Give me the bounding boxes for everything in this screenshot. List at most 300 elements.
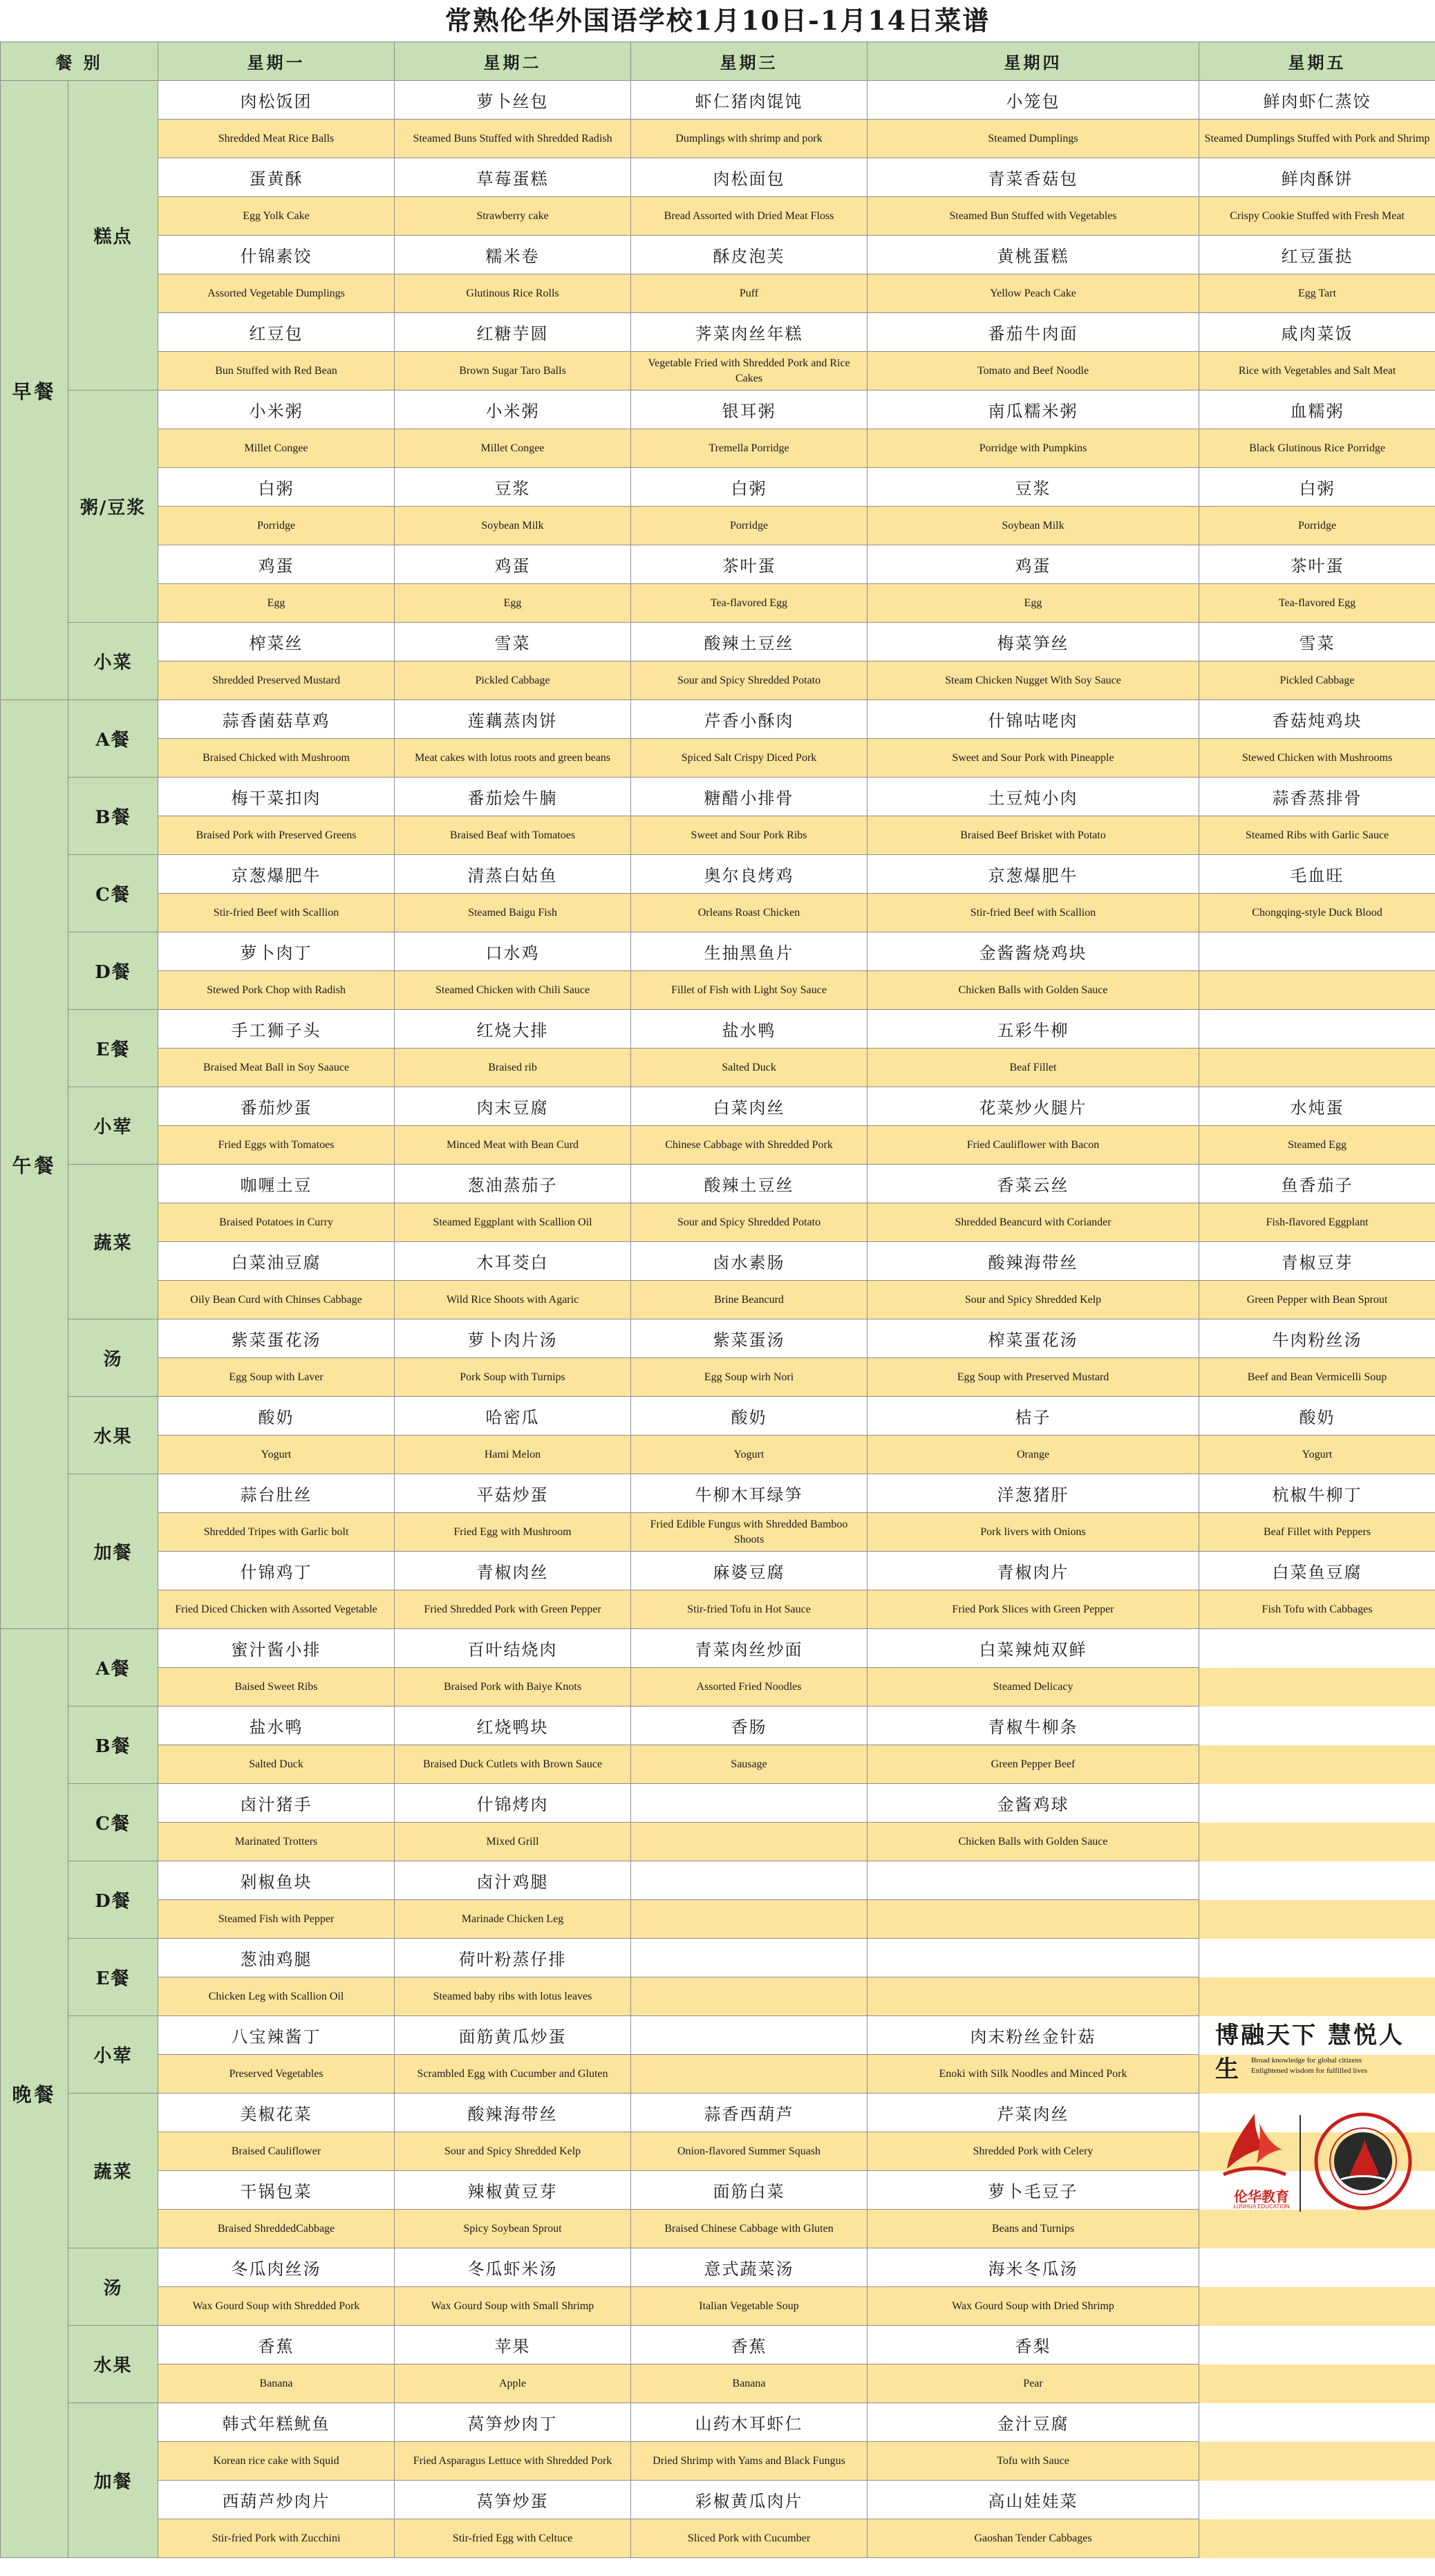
dish-name-en: Beef and Bean Vermicelli Soup bbox=[1199, 1358, 1435, 1397]
menu-row-en bbox=[1, 1668, 1435, 1707]
dish-name-cn: 白粥 bbox=[1199, 468, 1435, 507]
dish-name-cn: 榨菜蛋花汤 bbox=[867, 1319, 1199, 1358]
lunhua-logo bbox=[1217, 2108, 1293, 2212]
dish-name-cn: 牛柳木耳绿笋 bbox=[631, 1474, 867, 1513]
dish-name-cn: 萝卜肉片汤 bbox=[395, 1319, 631, 1358]
dish-name-en: Fried Shredded Pork with Green Pepper bbox=[395, 1590, 631, 1629]
dish-name-cn: 萝卜毛豆子 bbox=[867, 2171, 1199, 2210]
dish-name-en: Egg bbox=[867, 584, 1199, 623]
dish-name-en: Steamed Fish with Pepper bbox=[158, 1900, 395, 1939]
dish-name-en: Oily Bean Curd with Chinses Cabbage bbox=[158, 1281, 395, 1319]
dish-name-cn: 肉末豆腐 bbox=[395, 1087, 631, 1126]
dish-name-cn: 雪菜 bbox=[395, 623, 631, 661]
dish-name-en: Chicken Leg with Scallion Oil bbox=[158, 1977, 395, 2016]
branding bbox=[1206, 2001, 1427, 2229]
dish-name-en: Steam Chicken Nugget With Soy Sauce bbox=[867, 661, 1199, 700]
dish-name-en: Braised Duck Cutlets with Brown Sauce bbox=[395, 1745, 631, 1784]
dish-name-cn: 酸辣土豆丝 bbox=[631, 1165, 867, 1203]
menu-row-zh bbox=[1, 2248, 1435, 2287]
menu-row-en bbox=[1, 1823, 1435, 1861]
dish-name-cn: 什锦素饺 bbox=[158, 236, 395, 274]
menu-row-en bbox=[1, 1436, 1435, 1474]
dish-name-en: Fried Eggs with Tomatoes bbox=[158, 1126, 395, 1165]
dish-name-cn: 青椒肉片 bbox=[867, 1552, 1199, 1590]
dish-name-en: Fried Asparagus Lettuce with Shredded Pork bbox=[395, 2442, 631, 2481]
dish-name-en: Shredded Meat Rice Balls bbox=[158, 120, 395, 158]
empty-cell bbox=[1199, 1784, 1435, 1823]
dish-name-cn: 生抽黑鱼片 bbox=[631, 932, 867, 971]
category-label: 小荤 bbox=[68, 2016, 158, 2094]
category-label: D餐 bbox=[68, 1861, 158, 1939]
dish-name-en: Steamed Dumplings bbox=[867, 120, 1199, 158]
dish-name-cn: 蛋黄酥 bbox=[158, 158, 395, 197]
dish-name-cn: 肉松面包 bbox=[631, 158, 867, 197]
dish-name-cn: 酥皮泡芙 bbox=[631, 236, 867, 274]
menu-row-zh bbox=[1, 932, 1435, 971]
category-label: C餐 bbox=[68, 1784, 158, 1861]
logo-english-name: LUNHUA EDUCATION bbox=[1233, 2203, 1290, 2210]
dish-name-en: Minced Meat with Bean Curd bbox=[395, 1126, 631, 1165]
dish-name-en: Braised Cauliflower bbox=[158, 2132, 395, 2171]
dish-name-en: Fried Pork Slices with Green Pepper bbox=[867, 1590, 1199, 1629]
category-label: B餐 bbox=[68, 1707, 158, 1784]
dish-name-cn: 苹果 bbox=[395, 2326, 631, 2365]
dish-name-en: Steamed Chicken with Chili Sauce bbox=[395, 971, 631, 1010]
menu-row-zh bbox=[1, 1319, 1435, 1358]
logo-divider bbox=[1300, 2115, 1301, 2212]
dish-name-cn: 香蕉 bbox=[631, 2326, 867, 2365]
dish-name-cn: 麻婆豆腐 bbox=[631, 1552, 867, 1590]
dish-name-en bbox=[631, 2055, 867, 2094]
dish-name-en: Braised ShreddedCabbage bbox=[158, 2210, 395, 2248]
dish-name-en: Egg Yolk Cake bbox=[158, 197, 395, 236]
dish-name-en: Beaf Fillet with Peppers bbox=[1199, 1513, 1435, 1552]
menu-row-zh bbox=[1, 468, 1435, 507]
menu-row-zh bbox=[1, 855, 1435, 894]
dish-name-cn: 虾仁猪肉馄饨 bbox=[631, 81, 867, 120]
dish-name-en: Steamed Delicacy bbox=[867, 1668, 1199, 1707]
dish-name-en: Brown Sugar Taro Balls bbox=[395, 352, 631, 391]
dish-name-en: Bun Stuffed with Red Bean bbox=[158, 352, 395, 391]
dish-name-cn: 番茄烩牛腩 bbox=[395, 778, 631, 816]
menu-row-en bbox=[1, 1203, 1435, 1242]
dish-name-en: Hami Melon bbox=[395, 1436, 631, 1474]
dish-name-cn: 草莓蛋糕 bbox=[395, 158, 631, 197]
dish-name-en: Assorted Vegetable Dumplings bbox=[158, 274, 395, 313]
menu-row-en bbox=[1, 2287, 1435, 2326]
menu-row-en bbox=[1, 120, 1435, 158]
menu-row-zh bbox=[1, 545, 1435, 584]
dish-name-en: Fried Cauliflower with Bacon bbox=[867, 1126, 1199, 1165]
dish-name-cn bbox=[631, 1784, 867, 1823]
empty-cell bbox=[1199, 2365, 1435, 2403]
dish-name-en: Pork Soup with Turnips bbox=[395, 1358, 631, 1397]
dish-name-cn: 什锦咕咾肉 bbox=[867, 700, 1199, 739]
dish-name-cn bbox=[631, 1861, 867, 1900]
dish-name-en: Steamed Buns Stuffed with Shredded Radish bbox=[395, 120, 631, 158]
menu-row-zh bbox=[1, 1474, 1435, 1513]
empty-cell bbox=[1199, 1939, 1435, 1977]
menu-row-en bbox=[1, 2442, 1435, 2481]
dish-name-cn: 哈密瓜 bbox=[395, 1397, 631, 1436]
dish-name-en bbox=[1199, 971, 1435, 1010]
category-label: 汤 bbox=[68, 1319, 158, 1397]
dish-name-cn: 酸奶 bbox=[1199, 1397, 1435, 1436]
dish-name-cn: 蒜香蒸排骨 bbox=[1199, 778, 1435, 816]
menu-row-zh bbox=[1, 1242, 1435, 1281]
meal-label: 晚餐 bbox=[1, 1629, 68, 2558]
dish-name-cn: 花菜炒火腿片 bbox=[867, 1087, 1199, 1126]
empty-cell bbox=[1199, 2442, 1435, 2481]
school-seal bbox=[1313, 2112, 1414, 2212]
category-label: B餐 bbox=[68, 778, 158, 855]
dish-name-en: Braised Potatoes in Curry bbox=[158, 1203, 395, 1242]
category-label: E餐 bbox=[68, 1939, 158, 2016]
dish-name-cn: 糯米卷 bbox=[395, 236, 631, 274]
menu-row-zh bbox=[1, 1552, 1435, 1590]
dish-name-en: Egg bbox=[158, 584, 395, 623]
dish-name-cn: 盐水鸭 bbox=[631, 1010, 867, 1049]
dish-name-en bbox=[631, 1900, 867, 1939]
dish-name-en: Dried Shrimp with Yams and Black Fungus bbox=[631, 2442, 867, 2481]
dish-name-cn: 青椒豆芽 bbox=[1199, 1242, 1435, 1281]
dish-name-cn: 红豆包 bbox=[158, 313, 395, 352]
dish-name-cn: 青菜香菇包 bbox=[867, 158, 1199, 197]
dish-name-en: Preserved Vegetables bbox=[158, 2055, 395, 2094]
dish-name-cn: 红豆蛋挞 bbox=[1199, 236, 1435, 274]
dish-name-cn: 木耳茭白 bbox=[395, 1242, 631, 1281]
dish-name-en: Braised Meat Ball in Soy Saauce bbox=[158, 1049, 395, 1087]
dish-name-en: Fillet of Fish with Light Soy Sauce bbox=[631, 971, 867, 1010]
dish-name-cn: 白菜辣炖双鲜 bbox=[867, 1629, 1199, 1668]
category-label: 小菜 bbox=[68, 623, 158, 700]
empty-cell bbox=[1199, 2403, 1435, 2442]
dish-name-en: Pickled Cabbage bbox=[395, 661, 631, 700]
dish-name-cn: 豆浆 bbox=[395, 468, 631, 507]
dish-name-cn: 咸肉菜饭 bbox=[1199, 313, 1435, 352]
dish-name-cn: 毛血旺 bbox=[1199, 855, 1435, 894]
menu-row-zh bbox=[1, 2481, 1435, 2519]
menu-row-en bbox=[1, 1513, 1435, 1552]
dish-name-en: Wax Gourd Soup with Dried Shrimp bbox=[867, 2287, 1199, 2326]
dish-name-en: Strawberry cake bbox=[395, 197, 631, 236]
category-label: 小荤 bbox=[68, 1087, 158, 1165]
dish-name-cn: 芹菜肉丝 bbox=[867, 2094, 1199, 2132]
dish-name-en: Banana bbox=[631, 2365, 867, 2403]
dish-name-en bbox=[1199, 1049, 1435, 1087]
dish-name-cn: 葱油蒸茄子 bbox=[395, 1165, 631, 1203]
menu-row-en bbox=[1, 1281, 1435, 1319]
dish-name-en: Steamed Eggplant with Scallion Oil bbox=[395, 1203, 631, 1242]
dish-name-cn: 红糖芋圆 bbox=[395, 313, 631, 352]
dish-name-cn: 红烧鸭块 bbox=[395, 1707, 631, 1745]
empty-cell bbox=[1199, 1823, 1435, 1861]
dish-name-en: Bread Assorted with Dried Meat Floss bbox=[631, 197, 867, 236]
dish-name-en: Rice with Vegetables and Salt Meat bbox=[1199, 352, 1435, 391]
dish-name-cn: 荷叶粉蒸仔排 bbox=[395, 1939, 631, 1977]
dish-name-en: Wax Gourd Soup with Shredded Pork bbox=[158, 2287, 395, 2326]
empty-cell bbox=[1199, 2326, 1435, 2365]
dish-name-cn: 冬瓜虾米汤 bbox=[395, 2248, 631, 2287]
menu-row-zh bbox=[1, 1939, 1435, 1977]
dish-name-en: Tomato and Beef Noodle bbox=[867, 352, 1199, 391]
dish-name-cn: 水炖蛋 bbox=[1199, 1087, 1435, 1126]
dish-name-en: Crispy Cookie Stuffed with Fresh Meat bbox=[1199, 197, 1435, 236]
dish-name-cn: 肉末粉丝金针菇 bbox=[867, 2016, 1199, 2055]
empty-cell bbox=[1199, 2519, 1435, 2558]
dish-name-en: Soybean Milk bbox=[395, 507, 631, 545]
dish-name-cn bbox=[1199, 1010, 1435, 1049]
dish-name-cn: 白粥 bbox=[158, 468, 395, 507]
dish-name-en: Meat cakes with lotus roots and green beans bbox=[395, 739, 631, 778]
dish-name-en: Marinated Trotters bbox=[158, 1823, 395, 1861]
dish-name-en bbox=[867, 1900, 1199, 1939]
dish-name-cn: 彩椒黄瓜肉片 bbox=[631, 2481, 867, 2519]
day-header: 星期一 bbox=[158, 42, 395, 81]
category-label: E餐 bbox=[68, 1010, 158, 1087]
day-header: 星期三 bbox=[631, 42, 867, 81]
dish-name-en: Sour and Spicy Shredded Kelp bbox=[395, 2132, 631, 2171]
dish-name-cn: 蜜汁酱小排 bbox=[158, 1629, 395, 1668]
dish-name-en: Wax Gourd Soup with Small Shrimp bbox=[395, 2287, 631, 2326]
dish-name-cn: 百叶结烧肉 bbox=[395, 1629, 631, 1668]
dish-name-en: Apple bbox=[395, 2365, 631, 2403]
dish-name-cn: 茶叶蛋 bbox=[1199, 545, 1435, 584]
dish-name-en: Stir-fried Pork with Zucchini bbox=[158, 2519, 395, 2558]
dish-name-cn: 茶叶蛋 bbox=[631, 545, 867, 584]
dish-name-cn bbox=[867, 1861, 1199, 1900]
menu-row-en bbox=[1, 1126, 1435, 1165]
dish-name-cn bbox=[1199, 932, 1435, 971]
dish-name-cn: 韩式年糕鱿鱼 bbox=[158, 2403, 395, 2442]
dish-name-cn: 香肠 bbox=[631, 1707, 867, 1745]
menu-row-en bbox=[1, 661, 1435, 700]
dish-name-cn: 莲藕蒸肉饼 bbox=[395, 700, 631, 739]
dish-name-cn: 酸奶 bbox=[631, 1397, 867, 1436]
menu-row-en bbox=[1, 739, 1435, 778]
slogan bbox=[1210, 2001, 1424, 2087]
dish-name-cn: 金酱酱烧鸡块 bbox=[867, 932, 1199, 971]
dish-name-cn: 牛肉粉丝汤 bbox=[1199, 1319, 1435, 1358]
dish-name-cn: 土豆炖小肉 bbox=[867, 778, 1199, 816]
dish-name-cn: 面筋白菜 bbox=[631, 2171, 867, 2210]
dish-name-en: Braised Pork with Preserved Greens bbox=[158, 816, 395, 855]
category-label: 蔬菜 bbox=[68, 2094, 158, 2248]
slogan-chinese: 博融天下 慧悦人生 bbox=[1215, 2022, 1405, 2083]
day-header: 星期五 bbox=[1199, 42, 1435, 81]
dish-name-en: Stir-fried Egg with Celtuce bbox=[395, 2519, 631, 2558]
dish-name-cn: 金酱鸡球 bbox=[867, 1784, 1199, 1823]
day-header: 星期四 bbox=[867, 42, 1199, 81]
dish-name-cn: 卤水素肠 bbox=[631, 1242, 867, 1281]
logo-name: 伦华教育 bbox=[1234, 2188, 1289, 2205]
dish-name-en: Orange bbox=[867, 1436, 1199, 1474]
dish-name-en: Tea-flavored Egg bbox=[631, 584, 867, 623]
menu-row-en bbox=[1, 584, 1435, 623]
dish-name-en: Assorted Fried Noodles bbox=[631, 1668, 867, 1707]
menu-row-en bbox=[1, 352, 1435, 391]
meal-label: 早餐 bbox=[1, 81, 68, 700]
meal-label: 午餐 bbox=[1, 700, 68, 1629]
dish-name-cn: 海米冬瓜汤 bbox=[867, 2248, 1199, 2287]
category-label: 水果 bbox=[68, 1397, 158, 1474]
dish-name-en: Gaoshan Tender Cabbages bbox=[867, 2519, 1199, 2558]
dish-name-en: Stewed Pork Chop with Radish bbox=[158, 971, 395, 1010]
dish-name-cn: 榨菜丝 bbox=[158, 623, 395, 661]
menu-row-zh bbox=[1, 2326, 1435, 2365]
school-seal-icon bbox=[1313, 2112, 1414, 2212]
dish-name-cn: 小笼包 bbox=[867, 81, 1199, 120]
dish-name-cn: 五彩牛柳 bbox=[867, 1010, 1199, 1049]
dish-name-cn: 西葫芦炒肉片 bbox=[158, 2481, 395, 2519]
category-label: 加餐 bbox=[68, 1474, 158, 1629]
menu-row-en bbox=[1, 197, 1435, 236]
dish-name-en: Braised Pork with Baiye Knots bbox=[395, 1668, 631, 1707]
dish-name-cn: 血糯粥 bbox=[1199, 391, 1435, 429]
dish-name-en: Sweet and Sour Pork with Pineapple bbox=[867, 739, 1199, 778]
dish-name-en: Fried Egg with Mushroom bbox=[395, 1513, 631, 1552]
category-label: 加餐 bbox=[68, 2403, 158, 2558]
dish-name-cn: 梅干菜扣肉 bbox=[158, 778, 395, 816]
dish-name-cn: 青菜肉丝炒面 bbox=[631, 1629, 867, 1668]
dish-name-en: Fried Edible Fungus with Shredded Bamboo Shoots bbox=[631, 1513, 867, 1552]
dish-name-cn: 荠菜肉丝年糕 bbox=[631, 313, 867, 352]
empty-cell bbox=[1199, 1745, 1435, 1784]
dish-name-en: Green Pepper with Bean Sprout bbox=[1199, 1281, 1435, 1319]
dish-name-cn: 莴笋炒肉丁 bbox=[395, 2403, 631, 2442]
dish-name-cn bbox=[867, 1939, 1199, 1977]
empty-cell bbox=[1199, 1668, 1435, 1707]
dish-name-cn: 意式蔬菜汤 bbox=[631, 2248, 867, 2287]
dish-name-cn: 高山娃娃菜 bbox=[867, 2481, 1199, 2519]
menu-row-en bbox=[1, 816, 1435, 855]
sail-icon bbox=[1217, 2108, 1293, 2184]
dish-name-en: Banana bbox=[158, 2365, 395, 2403]
menu-row-zh bbox=[1, 1861, 1435, 1900]
menu-row-en bbox=[1, 1745, 1435, 1784]
menu-row-en bbox=[1, 507, 1435, 545]
dish-name-en: Tofu with Sauce bbox=[867, 2442, 1199, 2481]
dish-name-en: Dumplings with shrimp and pork bbox=[631, 120, 867, 158]
dish-name-en: Shredded Tripes with Garlic bolt bbox=[158, 1513, 395, 1552]
dish-name-cn: 酸辣海带丝 bbox=[867, 1242, 1199, 1281]
dish-name-cn: 鸡蛋 bbox=[867, 545, 1199, 584]
dish-name-cn: 白菜油豆腐 bbox=[158, 1242, 395, 1281]
empty-cell bbox=[1199, 1629, 1435, 1668]
dish-name-cn: 南瓜糯米粥 bbox=[867, 391, 1199, 429]
dish-name-cn: 雪菜 bbox=[1199, 623, 1435, 661]
dish-name-cn: 萝卜丝包 bbox=[395, 81, 631, 120]
dish-name-en: Steamed Bun Stuffed with Vegetables bbox=[867, 197, 1199, 236]
dish-name-en: Stir-fried Tofu in Hot Sauce bbox=[631, 1590, 867, 1629]
dish-name-en: Glutinous Rice Rolls bbox=[395, 274, 631, 313]
menu-row-zh bbox=[1, 2403, 1435, 2442]
category-label: C餐 bbox=[68, 855, 158, 932]
dish-name-en: Steamed Ribs with Garlic Sauce bbox=[1199, 816, 1435, 855]
slogan-english-line-1: Broad knowledge for global citizens bbox=[1251, 2056, 1362, 2065]
dish-name-cn: 鲜肉虾仁蒸饺 bbox=[1199, 81, 1435, 120]
dish-name-cn: 香梨 bbox=[867, 2326, 1199, 2365]
dish-name-cn: 番茄牛肉面 bbox=[867, 313, 1199, 352]
dish-name-cn: 洋葱猪肝 bbox=[867, 1474, 1199, 1513]
dish-name-en: Shredded Beancurd with Coriander bbox=[867, 1203, 1199, 1242]
dish-name-en: Egg bbox=[395, 584, 631, 623]
menu-row-zh bbox=[1, 81, 1435, 120]
dish-name-cn: 小米粥 bbox=[158, 391, 395, 429]
dish-name-cn: 桔子 bbox=[867, 1397, 1199, 1436]
dish-name-en: Braised Beef Brisket with Potato bbox=[867, 816, 1199, 855]
dish-name-cn: 白菜鱼豆腐 bbox=[1199, 1552, 1435, 1590]
dish-name-en bbox=[631, 1823, 867, 1861]
dish-name-cn: 京葱爆肥牛 bbox=[158, 855, 395, 894]
dish-name-cn: 白菜肉丝 bbox=[631, 1087, 867, 1126]
dish-name-en: Salted Duck bbox=[631, 1049, 867, 1087]
dish-name-en: Shredded Pork with Celery bbox=[867, 2132, 1199, 2171]
menu-row-en bbox=[1, 894, 1435, 932]
dish-name-en: Korean rice cake with Squid bbox=[158, 2442, 395, 2481]
category-label: 粥/豆浆 bbox=[68, 391, 158, 623]
dish-name-cn: 鱼香茄子 bbox=[1199, 1165, 1435, 1203]
dish-name-en: Chongqing-style Duck Blood bbox=[1199, 894, 1435, 932]
dish-name-cn: 黄桃蛋糕 bbox=[867, 236, 1199, 274]
dish-name-en: Egg Soup wirh Nori bbox=[631, 1358, 867, 1397]
dish-name-cn: 平菇炒蛋 bbox=[395, 1474, 631, 1513]
dish-name-cn: 香蕉 bbox=[158, 2326, 395, 2365]
dish-name-en: Green Pepper Beef bbox=[867, 1745, 1199, 1784]
menu-row-en bbox=[1, 1590, 1435, 1629]
dish-name-cn: 葱油鸡腿 bbox=[158, 1939, 395, 1977]
dish-name-cn: 卤汁鸡腿 bbox=[395, 1861, 631, 1900]
dish-name-cn: 什锦鸡丁 bbox=[158, 1552, 395, 1590]
dish-name-en: Beaf Fillet bbox=[867, 1049, 1199, 1087]
dish-name-en: Braised Chicked with Mushroom bbox=[158, 739, 395, 778]
dish-name-en: Baised Sweet Ribs bbox=[158, 1668, 395, 1707]
menu-row-zh bbox=[1, 1165, 1435, 1203]
dish-name-cn: 杭椒牛柳丁 bbox=[1199, 1474, 1435, 1513]
day-header: 星期二 bbox=[395, 42, 631, 81]
dish-name-en: Porridge bbox=[158, 507, 395, 545]
menu-row-zh bbox=[1, 1629, 1435, 1668]
dish-name-cn: 鲜肉酥饼 bbox=[1199, 158, 1435, 197]
menu-row-zh bbox=[1, 778, 1435, 816]
meal-type-header: 餐 别 bbox=[1, 42, 158, 81]
menu-row-en bbox=[1, 429, 1435, 468]
dish-name-cn: 口水鸡 bbox=[395, 932, 631, 971]
category-label: 蔬菜 bbox=[68, 1165, 158, 1319]
dish-name-cn: 什锦烤肉 bbox=[395, 1784, 631, 1823]
dish-name-en: Millet Congee bbox=[395, 429, 631, 468]
dish-name-cn: 冬瓜肉丝汤 bbox=[158, 2248, 395, 2287]
dish-name-cn: 酸奶 bbox=[158, 1397, 395, 1436]
dish-name-en: Yellow Peach Cake bbox=[867, 274, 1199, 313]
menu-row-zh bbox=[1, 623, 1435, 661]
menu-row-zh bbox=[1, 1707, 1435, 1745]
dish-name-en: Braised rib bbox=[395, 1049, 631, 1087]
dish-name-en: Tremella Porridge bbox=[631, 429, 867, 468]
dish-name-en: Stir-fried Beef with Scallion bbox=[158, 894, 395, 932]
dish-name-cn: 酸辣海带丝 bbox=[395, 2094, 631, 2132]
dish-name-cn: 咖喱土豆 bbox=[158, 1165, 395, 1203]
dish-name-en: Porridge bbox=[631, 507, 867, 545]
dish-name-en: Sour and Spicy Shredded Potato bbox=[631, 1203, 867, 1242]
dish-name-en: Pork livers with Onions bbox=[867, 1513, 1199, 1552]
dish-name-en: Porridge with Pumpkins bbox=[867, 429, 1199, 468]
dish-name-en: Braised Beaf with Tomatoes bbox=[395, 816, 631, 855]
category-label: 糕点 bbox=[68, 81, 158, 391]
menu-row-en bbox=[1, 2365, 1435, 2403]
empty-cell bbox=[1199, 1861, 1435, 1900]
dish-name-cn: 奥尔良烤鸡 bbox=[631, 855, 867, 894]
